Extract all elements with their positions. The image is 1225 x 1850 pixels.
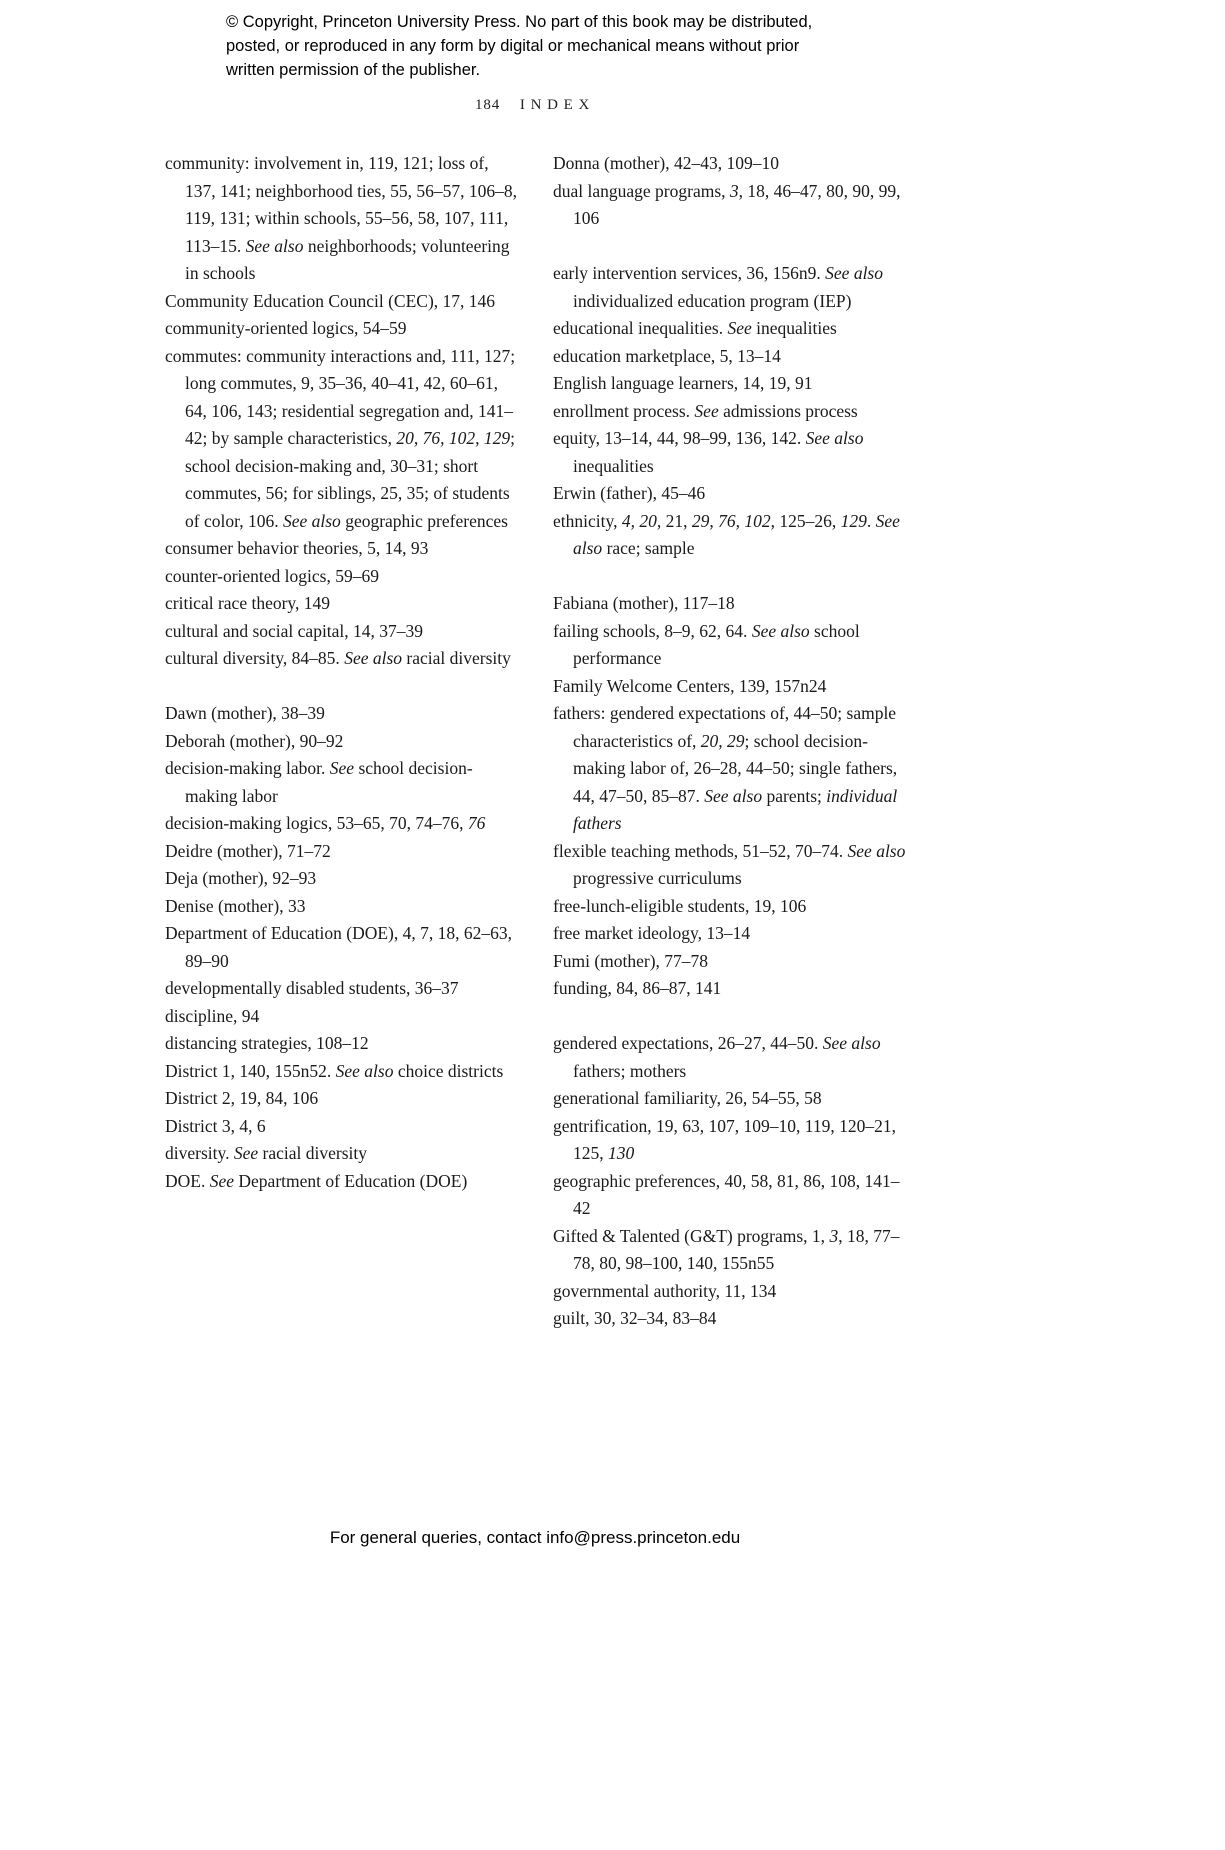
copyright-notice: © Copyright, Princeton University Press. No part of this book may be distributed, posted, or reproduced in any form by digital or mechanical means without prior written permission of the publisher. <box>226 13 813 80</box>
index-entry: community: involvement in, 119, 121; loss of, 137, 141; neighborhood ties, 55, 56–57, 106–8, 119, 131; within schools, 55–56, 58, 107, 111, 113–15. See also neighborhoods; volunteering in schools <box>165 153 517 283</box>
index-entry: District 2, 19, 84, 106 <box>165 1088 319 1108</box>
index-entry: free market ideology, 13–14 <box>553 923 751 943</box>
index-column-right <box>553 150 910 1333</box>
index-entry: Denise (mother), 33 <box>165 895 306 916</box>
index-entry: free-lunch-eligible students, 19, 106 <box>553 895 807 916</box>
page-number: 184 <box>474 97 501 113</box>
index-entry: discipline, 94 <box>165 1005 260 1026</box>
index-entry: developmentally disabled students, 36–37 <box>165 978 459 998</box>
index-entry: Family Welcome Centers, 139, 157n24 <box>553 675 827 696</box>
index-entry: education marketplace, 5, 13–14 <box>553 345 781 366</box>
index-entry: guilt, 30, 32–34, 83–84 <box>553 1308 717 1328</box>
index-entry: decision-making labor. See school decision-making labor <box>165 758 473 806</box>
index-entry: community-oriented logics, 54–59 <box>165 318 407 338</box>
index-entry: governmental authority, 11, 134 <box>553 1280 777 1301</box>
index-group <box>165 150 517 673</box>
index-entry: failing schools, 8–9, 62, 64. See also school performance <box>553 620 860 668</box>
index-group <box>165 700 517 1195</box>
index-entry: decision-making logics, 53–65, 70, 74–76, 76 <box>165 813 486 833</box>
index-entry: geographic preferences, 40, 58, 81, 86, 108, 141–42 <box>553 1170 900 1218</box>
index-entry: commutes: community interactions and, 111, 127; long commutes, 9, 35–36, 40–41, 42, 60–61, 64, 106, 143; residential segregation and, 141–42; by sample characteristics, 20, 76, 102, 129; school decision-making and, 30–31; short commutes, 56; for siblings, 25, 35; of students of color, 106. See also geographic preferences <box>165 345 516 531</box>
index-column-left <box>165 150 517 1333</box>
index-entry: equity, 13–14, 44, 98–99, 136, 142. See also inequalities <box>553 428 864 476</box>
index-entry: generational familiarity, 26, 54–55, 58 <box>553 1088 822 1108</box>
index-entry: ethnicity, 4, 20, 21, 29, 76, 102, 125–26, 129. See also race; sample <box>553 510 900 558</box>
footer-contact-text: For general queries, contact info@press.princeton.edu <box>329 1528 741 1547</box>
index-entry: DOE. See Department of Education (DOE) <box>165 1170 468 1191</box>
index-entry: District 3, 4, 6 <box>165 1115 266 1136</box>
index-entry: educational inequalities. See inequalities <box>553 318 837 338</box>
index-entry: consumer behavior theories, 5, 14, 93 <box>165 538 429 558</box>
index-entry: cultural and social capital, 14, 37–39 <box>165 620 424 641</box>
index-entry: diversity. See racial diversity <box>165 1143 368 1163</box>
index-entry: Fabiana (mother), 117–18 <box>553 593 735 613</box>
index-group <box>553 1030 910 1333</box>
index-entry: dual language programs, 3, 18, 46–47, 80, 90, 99, 106 <box>553 180 901 228</box>
index-entry: early intervention services, 36, 156n9. See also individualized education program (IEP) <box>553 263 883 311</box>
index-entry: fathers: gendered expectations of, 44–50; sample characteristics of, 20, 29; school decision-making labor of, 26–28, 44–50; single fathers, 44, 47–50, 85–87. See also parents; individual fathers <box>553 703 898 833</box>
index-entry: cultural diversity, 84–85. See also racial diversity <box>165 648 511 668</box>
index-entry: flexible teaching methods, 51–52, 70–74. See also progressive curriculums <box>553 840 906 888</box>
index-entry: District 1, 140, 155n52. See also choice districts <box>165 1060 504 1081</box>
index-entry: gendered expectations, 26–27, 44–50. See also fathers; mothers <box>553 1033 881 1081</box>
index-entry: counter-oriented logics, 59–69 <box>165 565 379 586</box>
index-entry: Department of Education (DOE), 4, 7, 18, 62–63, 89–90 <box>165 923 513 971</box>
index-group <box>553 260 910 563</box>
index-entry: gentrification, 19, 63, 107, 109–10, 119, 120–21, 125, 130 <box>553 1115 896 1163</box>
index-entry: Dawn (mother), 38–39 <box>165 703 325 723</box>
page-header <box>165 97 905 114</box>
index-entry: Erwin (father), 45–46 <box>553 483 706 503</box>
index-entry: Donna (mother), 42–43, 109–10 <box>553 153 780 173</box>
index-entry: Deidre (mother), 71–72 <box>165 840 331 861</box>
index-entry: Gifted & Talented (G&T) programs, 1, 3, 18, 77–78, 80, 98–100, 140, 155n55 <box>553 1225 900 1273</box>
index-entry: enrollment process. See admissions process <box>553 400 858 421</box>
index-group <box>553 590 910 1003</box>
index-entry: critical race theory, 149 <box>165 593 331 613</box>
index-entry: funding, 84, 86–87, 141 <box>553 978 722 998</box>
index-columns <box>165 150 910 1333</box>
index-entry: Deborah (mother), 90–92 <box>165 730 344 751</box>
index-entry: Deja (mother), 92–93 <box>165 868 317 888</box>
index-entry: Fumi (mother), 77–78 <box>553 950 709 971</box>
index-entry: English language learners, 14, 19, 91 <box>553 373 813 393</box>
index-entry: Community Education Council (CEC), 17, 146 <box>165 290 496 311</box>
index-entry: distancing strategies, 108–12 <box>165 1033 369 1053</box>
index-group <box>553 150 910 233</box>
page-title: INDEX <box>519 97 596 113</box>
